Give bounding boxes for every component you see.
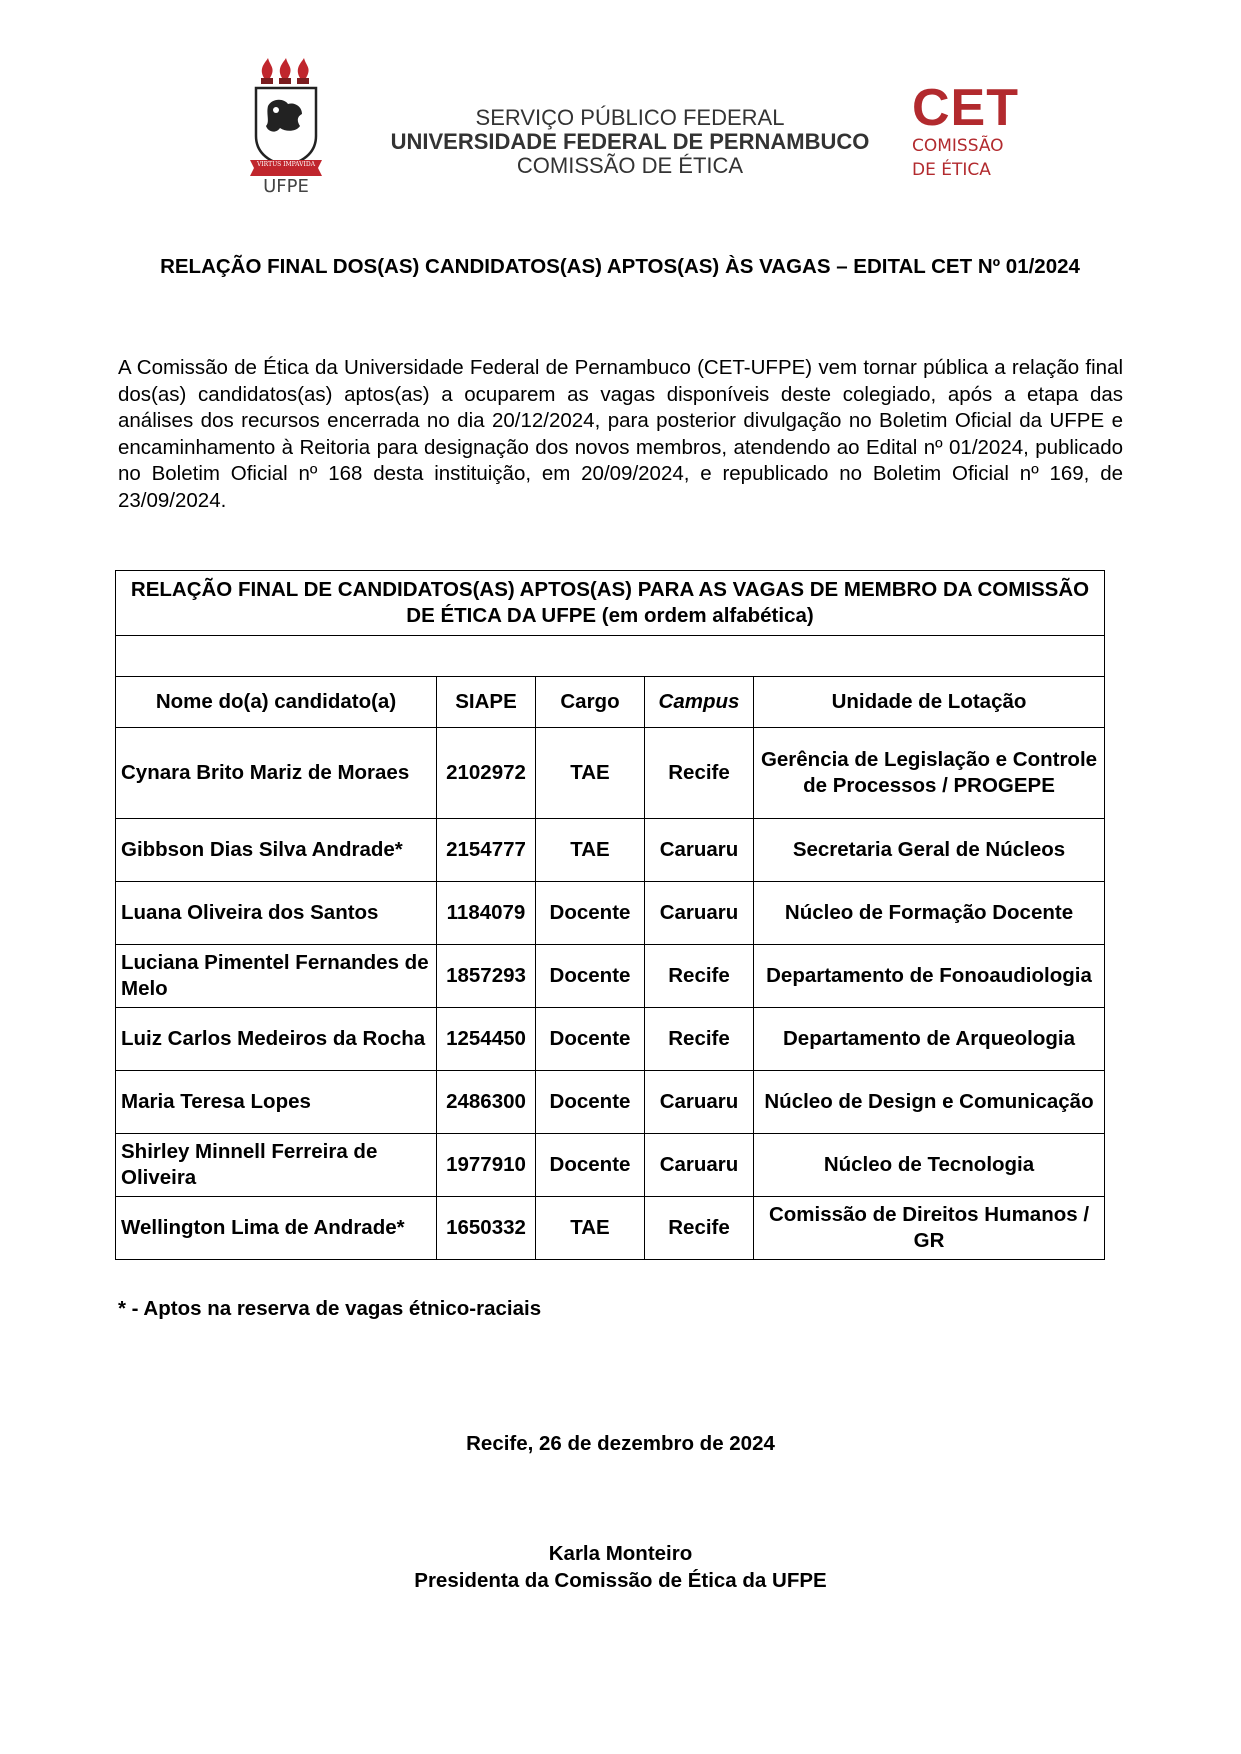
cet-logo-title: CET: [912, 79, 1019, 137]
cell-cargo: Docente: [536, 882, 645, 945]
institution-line-1: SERVIÇO PÚBLICO FEDERAL: [475, 105, 785, 130]
cell-cargo: Docente: [536, 1134, 645, 1197]
cell-siape: 1184079: [437, 882, 536, 945]
cell-cargo: Docente: [536, 1008, 645, 1071]
table-empty-row: [116, 636, 1105, 677]
cell-siape: 2102972: [437, 728, 536, 819]
cet-logo: [912, 79, 1022, 192]
cell-cargo: Docente: [536, 945, 645, 1008]
cell-name: Cynara Brito Mariz de Moraes: [116, 728, 437, 819]
cell-siape: 1977910: [437, 1134, 536, 1197]
cell-unit: Secretaria Geral de Núcleos: [754, 819, 1105, 882]
ufpe-crest-icon: [246, 58, 326, 194]
table-row: [116, 1197, 1105, 1260]
intro-paragraph: A Comissão de Ética da Universidade Federal de Pernambuco (CET-UFPE) vem tornar pública a relação final dos(as) candidatos(as) aptos(as) a ocuparem as vagas disponíveis deste colegiado, após a etapa das análises dos recursos encerrada no dia 20/12/2024, para posterior divulgação no Boletim Oficial da UFPE e encaminhamento à Reitoria para designação dos novos membros, atendendo ao Edital nº 01/2024, publicado no Boletim Oficial nº 168 desta instituição, em 20/09/2024, e republicado no Boletim Oficial nº 169, de 23/09/2024.: [118, 356, 1123, 512]
cell-name: Luciana Pimentel Fernandes de Melo: [116, 945, 437, 1008]
cell-campus: Recife: [645, 1197, 754, 1260]
table-row: [116, 882, 1105, 945]
signature-block: [0, 1540, 1241, 1594]
cell-campus: Caruaru: [645, 1071, 754, 1134]
table-row: [116, 819, 1105, 882]
cell-unit: Departamento de Arqueologia: [754, 1008, 1105, 1071]
document-header: [0, 52, 1241, 202]
table-row: [116, 1071, 1105, 1134]
cell-cargo: TAE: [536, 1197, 645, 1260]
cell-unit: Núcleo de Tecnologia: [754, 1134, 1105, 1197]
cell-siape: 1254450: [437, 1008, 536, 1071]
header-siape: SIAPE: [437, 677, 536, 728]
cell-siape: 2154777: [437, 819, 536, 882]
cell-campus: Recife: [645, 945, 754, 1008]
header-campus: Campus: [645, 677, 754, 728]
table-caption-suffix: (em ordem alfabética): [596, 604, 814, 627]
ufpe-logo: [246, 58, 326, 197]
cell-name: Luiz Carlos Medeiros da Rocha: [116, 1008, 437, 1071]
cell-name: Gibbson Dias Silva Andrade*: [116, 819, 437, 882]
cell-campus: Caruaru: [645, 819, 754, 882]
signer-role: Presidenta da Comissão de Ética da UFPE: [414, 1569, 827, 1592]
document-title: RELAÇÃO FINAL DOS(AS) CANDIDATOS(AS) APTOS(AS) ÀS VAGAS – EDITAL CET Nº 01/2024: [160, 255, 1080, 278]
table-row: [116, 1008, 1105, 1071]
cell-campus: Recife: [645, 1008, 754, 1071]
ufpe-motto: VIRTUS IMPAVIDA: [256, 161, 316, 168]
cell-name: Wellington Lima de Andrade*: [116, 1197, 437, 1260]
cell-siape: 1857293: [437, 945, 536, 1008]
cell-siape: 2486300: [437, 1071, 536, 1134]
cell-campus: Caruaru: [645, 882, 754, 945]
cell-unit: Departamento de Fonoaudiologia: [754, 945, 1105, 1008]
ufpe-logo-text: UFPE: [263, 176, 309, 197]
cell-unit: Comissão de Direitos Humanos / GR: [754, 1197, 1105, 1260]
table-caption: [116, 571, 1105, 636]
cell-unit: Núcleo de Design e Comunicação: [754, 1071, 1105, 1134]
cell-cargo: TAE: [536, 728, 645, 819]
table-header-row: [116, 677, 1105, 728]
cell-name: Shirley Minnell Ferreira de Oliveira: [116, 1134, 437, 1197]
cell-name: Luana Oliveira dos Santos: [116, 882, 437, 945]
footnote: * - Aptos na reserva de vagas étnico-raciais: [118, 1297, 542, 1320]
table-row: [116, 945, 1105, 1008]
cell-unit: Gerência de Legislação e Controle de Processos / PROGEPE: [754, 728, 1105, 819]
table-row: [116, 728, 1105, 819]
institution-line-3: COMISSÃO DE ÉTICA: [516, 153, 744, 178]
cell-campus: Recife: [645, 728, 754, 819]
header-cargo: Cargo: [536, 677, 645, 728]
cet-logo-line-1: COMISSÃO: [912, 136, 1004, 156]
cell-siape: 1650332: [437, 1197, 536, 1260]
institution-line-2: UNIVERSIDADE FEDERAL DE PERNAMBUCO: [390, 129, 870, 154]
institution-block: [380, 106, 880, 178]
cell-name: Maria Teresa Lopes: [116, 1071, 437, 1134]
table-caption-main: RELAÇÃO FINAL DE CANDIDATOS(AS) APTOS(AS) PARA AS VAGAS DE MEMBRO DA COMISSÃO DE ÉTICA DA UFPE: [130, 578, 1090, 627]
cell-unit: Núcleo de Formação Docente: [754, 882, 1105, 945]
cet-logo-line-2: DE ÉTICA: [912, 160, 991, 180]
cell-cargo: Docente: [536, 1071, 645, 1134]
signer-name: Karla Monteiro: [548, 1542, 693, 1565]
cell-cargo: TAE: [536, 819, 645, 882]
candidates-table: [115, 570, 1105, 1260]
header-name: Nome do(a) candidato(a): [116, 677, 437, 728]
header-unit: Unidade de Lotação: [754, 677, 1105, 728]
cell-campus: Caruaru: [645, 1134, 754, 1197]
table-row: [116, 1134, 1105, 1197]
place-date: Recife, 26 de dezembro de 2024: [466, 1432, 775, 1455]
